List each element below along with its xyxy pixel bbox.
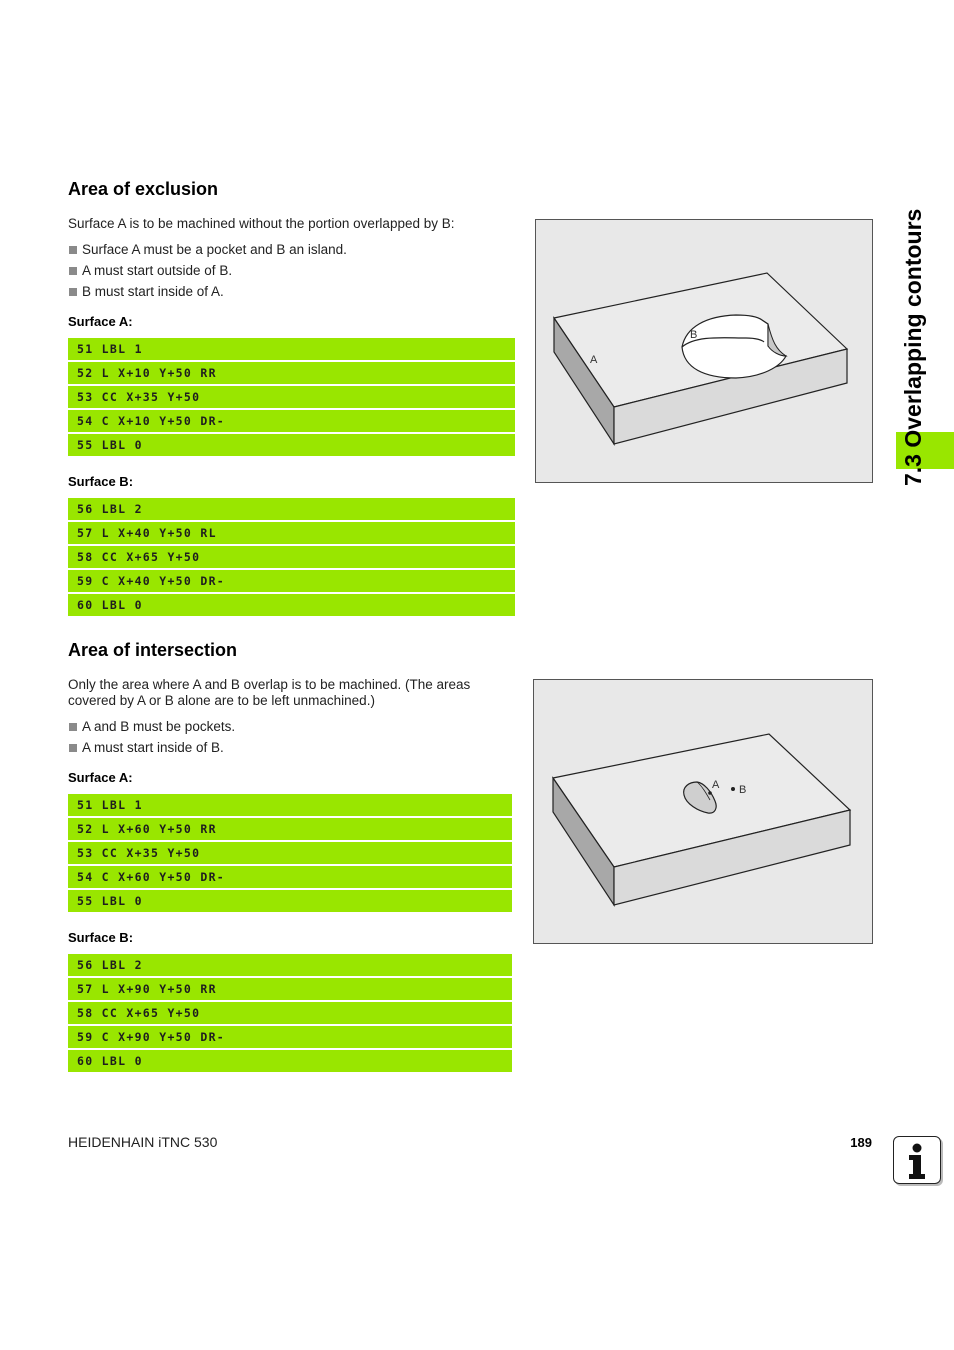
- intersection-surface-b-label: Surface B:: [68, 930, 134, 945]
- bullet-square-icon: [69, 288, 77, 296]
- code-line: 51 LBL 1: [68, 794, 512, 816]
- code-line: 59 C X+40 Y+50 DR-: [68, 570, 515, 592]
- intersection-bullets: [68, 716, 235, 758]
- list-item: A and B must be pockets.: [68, 716, 235, 737]
- list-item: Surface A must be a pocket and B an island.: [68, 239, 347, 260]
- list-item: A must start outside of B.: [68, 260, 347, 281]
- exclusion-surface-b-code: [68, 498, 515, 618]
- intersection-surface-a-code: [68, 794, 512, 914]
- exclusion-intro: Surface A is to be machined without the portion overlapped by B:: [68, 216, 455, 231]
- exclusion-surface-a-label: Surface A:: [68, 314, 133, 329]
- intersection-figure: [533, 679, 873, 944]
- intersection-surface-a-label: Surface A:: [68, 770, 133, 785]
- page-number: 189: [850, 1135, 872, 1150]
- label-b: B: [690, 329, 698, 341]
- exclusion-block-illustration: [536, 220, 872, 482]
- code-line: 52 L X+10 Y+50 RR: [68, 362, 515, 384]
- exclusion-figure: [535, 219, 873, 483]
- code-line: 59 C X+90 Y+50 DR-: [68, 1026, 512, 1048]
- code-line: 60 LBL 0: [68, 1050, 512, 1072]
- code-line: 55 LBL 0: [68, 890, 512, 912]
- code-line: 60 LBL 0: [68, 594, 515, 616]
- exclusion-surface-a-code: [68, 338, 515, 458]
- code-line: 58 CC X+65 Y+50: [68, 546, 515, 568]
- code-line: 57 L X+90 Y+50 RR: [68, 978, 512, 1000]
- label-b: B: [739, 784, 747, 796]
- code-line: 56 LBL 2: [68, 954, 512, 976]
- code-line: 52 L X+60 Y+50 RR: [68, 818, 512, 840]
- list-item: B must start inside of A.: [68, 281, 347, 302]
- intersection-heading: Area of intersection: [68, 640, 238, 660]
- list-item: A must start inside of B.: [68, 737, 235, 758]
- code-line: 57 L X+40 Y+50 RL: [68, 522, 515, 544]
- code-line: 54 C X+10 Y+50 DR-: [68, 410, 515, 432]
- code-line: 54 C X+60 Y+50 DR-: [68, 866, 512, 888]
- code-line: 55 LBL 0: [68, 434, 515, 456]
- bullet-square-icon: [69, 723, 77, 731]
- intersection-intro: Only the area where A and B overlap is to be machined. (The areas covered by A or B alone are to be left unmachined.): [68, 677, 471, 708]
- exclusion-bullets: [68, 239, 347, 302]
- code-line: 51 LBL 1: [68, 338, 515, 360]
- exclusion-heading: Area of exclusion: [68, 179, 219, 199]
- code-line: 53 CC X+35 Y+50: [68, 842, 512, 864]
- footer-manual-name: HEIDENHAIN iTNC 530: [68, 1134, 218, 1150]
- code-line: 58 CC X+65 Y+50: [68, 1002, 512, 1024]
- intersection-block-illustration: [534, 680, 872, 943]
- chapter-title: 7.3 Overlapping contours: [900, 208, 926, 486]
- bullet-square-icon: [69, 246, 77, 254]
- info-icon: [893, 1136, 941, 1184]
- code-line: 56 LBL 2: [68, 498, 515, 520]
- bullet-square-icon: [69, 744, 77, 752]
- intersection-surface-b-code: [68, 954, 512, 1074]
- code-line: 53 CC X+35 Y+50: [68, 386, 515, 408]
- exclusion-surface-b-label: Surface B:: [68, 474, 134, 489]
- label-a: A: [590, 354, 598, 366]
- label-a: A: [712, 779, 720, 791]
- bullet-square-icon: [69, 267, 77, 275]
